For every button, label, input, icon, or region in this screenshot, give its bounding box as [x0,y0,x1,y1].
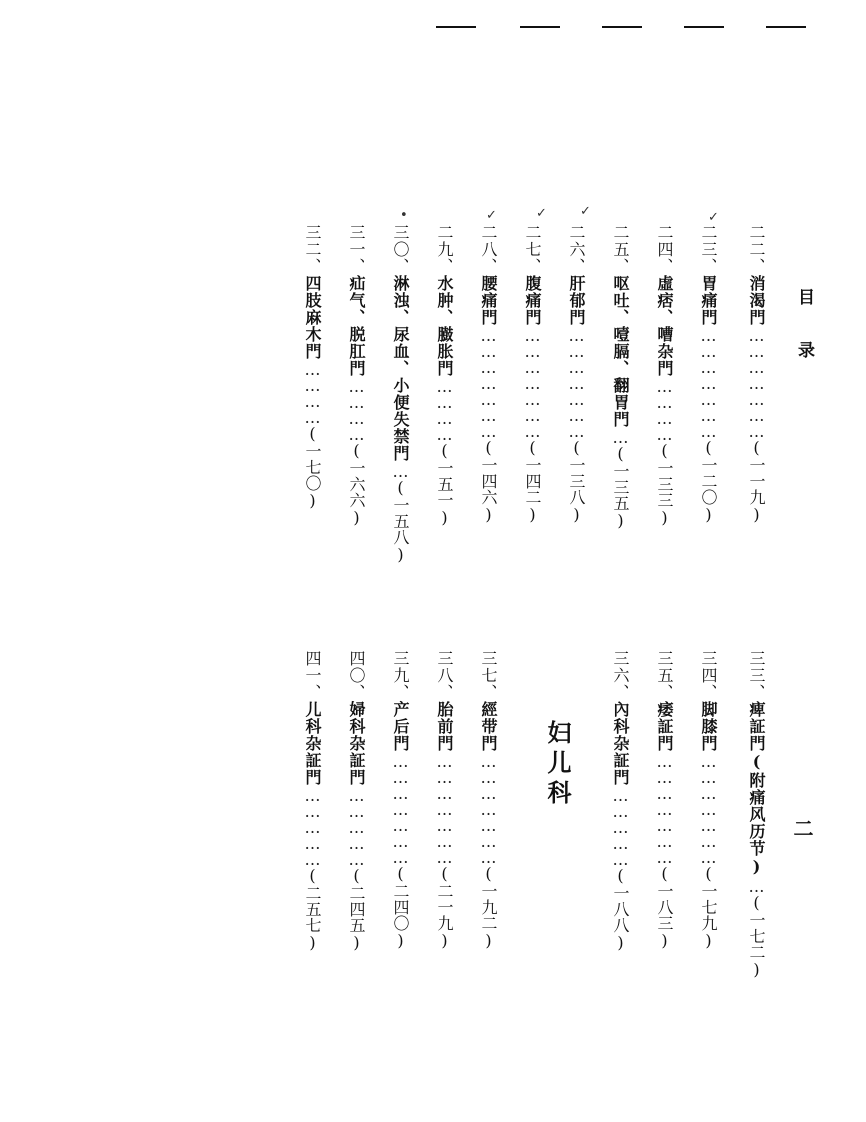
entry-page: (二四〇) [391,864,410,950]
dot-leader: ………… [655,377,674,441]
entry-title: 肝郁門 [567,275,586,326]
dot-leader: ………………… [391,752,410,864]
entry-page: (一八八) [611,866,630,952]
list-item [612,224,628,530]
check-mark-icon: ✓ [536,206,547,221]
entry-title: 胃痛門 [699,275,718,326]
entry-title: 虛痞、嘈杂門 [655,275,674,377]
entry-title: 痿証門 [655,701,674,752]
list-item [436,650,452,950]
entry-number: 三三、 [747,650,766,701]
entry-title: 水肿、臌胀門 [435,275,454,377]
entry-title: 痺証門(附痛风历节) [747,701,766,877]
dot-leader: ………………… [479,326,498,438]
dot-leader: ………………… [567,326,586,438]
entry-page: (一二〇) [699,438,718,524]
top-rule [602,26,642,28]
entry-page: (一四二) [523,438,542,524]
entry-page: (一七九) [699,864,718,950]
entry-title: 婦科杂証門 [347,701,366,786]
list-item [656,650,672,950]
dot-leader: … [611,428,630,444]
entry-number: 二九、 [435,224,454,275]
entry-number: 三六、 [611,650,630,701]
entry-number: 三四、 [699,650,718,701]
entry-number: 四〇、 [347,650,366,701]
dot-leader: …………… [347,786,366,866]
list-item [348,650,364,952]
list-item [392,650,408,950]
entry-page: (一三五) [611,444,630,530]
entry-page: (一四六) [479,438,498,524]
check-mark-icon: ✓ [580,204,591,219]
entry-page: (一一九) [747,438,766,524]
list-item [748,650,764,979]
entry-page: (一三三) [655,441,674,527]
page-number: 二 [790,818,814,838]
dot-leader: …………… [611,786,630,866]
entry-title: 儿科杂証門 [303,701,322,786]
entry-page: (一五八) [391,478,410,564]
list-item [700,650,716,950]
check-mark-icon: ✓ [486,208,497,223]
entry-page: (一九二) [479,864,498,950]
bullet-mark-icon: • [400,208,408,223]
top-rule [684,26,724,28]
entry-title: 消渴門 [747,275,766,326]
entry-number: 四一、 [303,650,322,701]
dot-leader: ………………… [435,752,454,864]
list-item [656,224,672,527]
section-heading: 妇儿科 [543,720,572,810]
list-item [700,224,716,524]
top-rule [520,26,560,28]
dot-leader: ………………… [655,752,674,864]
entry-number: 二二、 [747,224,766,275]
entry-number: 三五、 [655,650,674,701]
list-item [348,224,364,527]
entry-number: 二五、 [611,224,630,275]
list-item [436,224,452,527]
top-rule [766,26,806,28]
dot-leader: … [747,877,766,893]
dot-leader: ………………… [699,752,718,864]
entry-page: (二五七) [303,866,322,952]
entry-page: (一六六) [347,441,366,527]
entry-number: 三九、 [391,650,410,701]
entry-title: 胎前門 [435,701,454,752]
dot-leader: ………………… [479,752,498,864]
entry-number: 二四、 [655,224,674,275]
entry-number: 二六、 [567,224,586,275]
entry-title: 四肢麻木門 [303,275,322,360]
entry-page: (一三八) [567,438,586,524]
entry-number: 二八、 [479,224,498,275]
entry-title: 經带門 [479,701,498,752]
entry-title: 腰痛門 [479,275,498,326]
dot-leader: … [391,462,410,478]
entry-number: 三八、 [435,650,454,701]
entry-title: 疝气、脱肛門 [347,275,366,377]
entry-title: 腹痛門 [523,275,542,326]
dot-leader: ………… [435,377,454,441]
list-item [480,224,496,524]
entry-number: 二三、 [699,224,718,275]
entry-page: (一五一) [435,441,454,527]
dot-leader: ………………… [699,326,718,438]
entry-title: 脚膝門 [699,701,718,752]
entry-title: 产后門 [391,701,410,752]
entry-title: 內科杂証門 [611,701,630,786]
entry-number: 二七、 [523,224,542,275]
dot-leader: …………… [303,786,322,866]
entry-page: (一七〇) [303,424,322,510]
entry-page: (二一九) [435,864,454,950]
entry-title: 淋浊、尿血、小便失禁門 [391,275,410,462]
entry-page: (一八三) [655,864,674,950]
check-mark-icon: ✓ [708,210,719,225]
top-rule [436,26,476,28]
list-item [612,650,628,952]
entry-number: 三一、 [347,224,366,275]
list-item [748,224,764,524]
dot-leader: ………………… [523,326,542,438]
dot-leader: ………………… [747,326,766,438]
list-item [524,224,540,524]
list-item [304,224,320,510]
list-item [480,650,496,950]
list-item [568,224,584,524]
entry-number: 三二、 [303,224,322,275]
list-item [392,224,408,564]
page-title: 目录 [794,288,814,394]
entry-page: (二四五) [347,866,366,952]
dot-leader: ………… [303,360,322,424]
dot-leader: ………… [347,377,366,441]
entry-page: (一七二) [747,893,766,979]
list-item [304,650,320,952]
entry-number: 三〇、 [391,224,410,275]
entry-number: 三七、 [479,650,498,701]
entry-title: 呕吐、噎膈、翻胃門 [611,275,630,428]
